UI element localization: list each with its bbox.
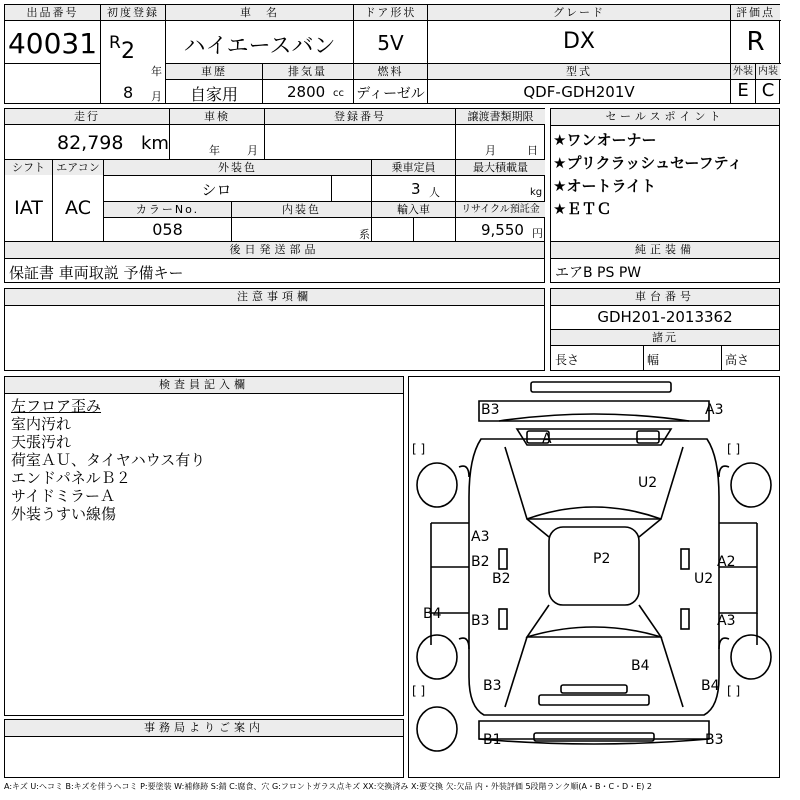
header-grid (4, 4, 780, 104)
inspector-label: 検査員記入欄 (5, 377, 403, 394)
parts-label: 後日発送部品 (5, 242, 544, 259)
era: R (109, 33, 121, 53)
inspector-note: サイドミラーＡ (11, 487, 115, 505)
color-number-label: カラーNo. (104, 202, 231, 217)
ac-label: エアコン (53, 160, 103, 175)
sales-points-label: セールスポイント (551, 109, 779, 126)
history: 自家用 (189, 85, 238, 104)
office-box (4, 719, 404, 778)
grade: DX (562, 29, 595, 54)
caution-box (4, 288, 545, 371)
fuel-label: 燃料 (354, 64, 427, 79)
legend: A:キズ U:ヘコミ B:キズを伴うヘコミ P:要塗装 W:補修跡 S:錆 C:腐食、穴 G:フロントガラス点キズ XX:交換済み X:要交換 欠:欠品 内・外装評価 5段階ランク順(A・B・C・D・E) 2 (4, 782, 653, 791)
import-label: 輸入車 (372, 202, 455, 217)
chassis-label: 車台番号 (551, 289, 779, 306)
mark-top-right: A3 (705, 402, 724, 418)
chassis-box (550, 288, 780, 371)
mark-rear-right: B4 (701, 678, 720, 694)
interior-grade: C (761, 80, 775, 101)
grade-label: グレード (428, 5, 730, 20)
mileage: 82,798 (57, 132, 124, 154)
mark-right-door3: A3 (717, 613, 736, 629)
body-color: シロ (201, 181, 232, 199)
color-number: 058 (152, 220, 183, 239)
inspector-note: 荷室ＡＵ、タイヤハウス有り (11, 451, 206, 469)
sales-point: ★オートライト (553, 177, 656, 195)
inspector-notes (11, 397, 205, 523)
bracket-right: [ ] (727, 684, 741, 698)
history-label: 車歴 (166, 64, 262, 79)
mark-hood: U2 (638, 475, 658, 491)
interior-color-label: 内装色 (232, 202, 371, 217)
exterior-label: 外装 (733, 66, 753, 77)
transfer-day-unit: 日 (527, 144, 538, 157)
inspection-label: 車検 (170, 109, 264, 124)
dimensions-label: 諸元 (551, 330, 779, 345)
office-label: 事務局よりご案内 (5, 720, 403, 737)
mark-left-side: B4 (423, 606, 442, 622)
sales-point: ★ＥＴＣ (553, 200, 612, 218)
width-label: 幅 (647, 353, 660, 367)
mark-left-door2b: B2 (492, 571, 511, 587)
mark-rear: B4 (631, 658, 650, 674)
inspector-note: 室内汚れ (11, 415, 72, 433)
shift-label: シフト (5, 160, 52, 175)
mark-right-door2: U2 (694, 571, 714, 587)
height-label: 高さ (725, 353, 750, 367)
car-name: ハイエースバン (183, 34, 336, 59)
fuel: ディーゼル (356, 86, 425, 102)
bracket-right: [ ] (727, 442, 741, 456)
inspector-note: エンドパネルＢ２ (11, 469, 131, 487)
displacement-unit: cc (333, 88, 344, 99)
lot-number: 40031 (7, 27, 98, 60)
registration-number-label: 登録番号 (265, 109, 455, 124)
damage-diagram (408, 376, 780, 778)
reg-month: 8 (123, 83, 134, 102)
displacement: 2800 (287, 83, 326, 101)
capacity: 3 (411, 180, 421, 198)
inspector-box (4, 376, 404, 716)
details-grid (4, 108, 545, 242)
mark-roof: P2 (593, 551, 611, 567)
mark-rear-left: B3 (483, 678, 502, 694)
sales-points-box (550, 108, 780, 242)
capacity-unit: 人 (429, 186, 440, 199)
score-label: 評価点 (731, 5, 780, 20)
score: R (746, 27, 765, 57)
max-load-label: 最大積載量 (456, 160, 545, 175)
recycle-fee: 9,550 (481, 221, 524, 239)
mark-left-door3: B3 (471, 613, 490, 629)
length-label: 長さ (555, 353, 580, 367)
displacement-label: 排気量 (263, 64, 352, 79)
equipment-box (550, 241, 780, 283)
color-label: 外装色 (104, 160, 371, 175)
chassis-number: GDH201-2013362 (597, 308, 733, 326)
recycle-unit: 円 (532, 227, 543, 240)
interior-label: 内装 (758, 66, 778, 77)
mark-bottom-right: B3 (705, 732, 724, 748)
bracket-left: [ ] (412, 684, 426, 698)
mileage-label: 走行 (5, 109, 169, 124)
mark-bottom-left: B1 (483, 732, 502, 748)
shift: IAT (14, 197, 43, 219)
door-label: ドア形状 (354, 5, 427, 20)
recycle-label: リサイクル預託金 (456, 202, 545, 217)
car-name-label: 車 名 (166, 5, 353, 20)
equipment-value: エアB PS PW (555, 265, 642, 281)
bracket-left: [ ] (412, 442, 426, 456)
parts-value: 保証書 車両取説 予備キー (9, 264, 184, 282)
door-type: 5V (377, 31, 404, 55)
year-unit: 年 (151, 65, 162, 78)
exterior-grade: E (737, 80, 749, 101)
sales-point: ★プリクラッシュセーフティ (553, 154, 743, 172)
sales-point: ★ワンオーナー (553, 131, 657, 149)
model-code: QDF-GDH201V (523, 83, 635, 101)
equipment-label: 純正装備 (551, 242, 779, 259)
reg-year: 2 (121, 39, 135, 64)
mark-top-left: B3 (481, 402, 500, 418)
transfer-month-unit: 月 (485, 144, 496, 157)
parts-box (4, 241, 545, 283)
first-registration-label: 初度登録 (101, 5, 165, 20)
model-code-label: 型式 (428, 64, 730, 79)
mileage-unit: km (141, 133, 169, 154)
month-unit: 月 (151, 90, 162, 103)
inspector-note: 外装うすい線傷 (11, 505, 117, 523)
mark-left-door2a: B2 (471, 554, 490, 570)
inspection-month-unit: 月 (247, 144, 258, 157)
vehicle-outline (409, 377, 779, 777)
mark-left-door1: A3 (471, 529, 490, 545)
caution-label: 注意事項欄 (5, 289, 544, 306)
inspection-year-unit: 年 (209, 144, 220, 157)
lot-label: 出品番号 (5, 5, 100, 20)
mark-front: A (542, 431, 552, 447)
interior-color-unit: 系 (359, 228, 370, 241)
inspector-note: 左フロア歪み (11, 397, 102, 415)
capacity-label: 乗車定員 (372, 160, 455, 175)
mark-right-door1: A2 (717, 554, 736, 570)
air-conditioner: AC (65, 197, 91, 219)
inspector-note: 天張汚れ (11, 433, 72, 451)
transfer-deadline-label: 譲渡書類期限 (456, 109, 545, 124)
max-load-unit: kg (530, 187, 543, 198)
